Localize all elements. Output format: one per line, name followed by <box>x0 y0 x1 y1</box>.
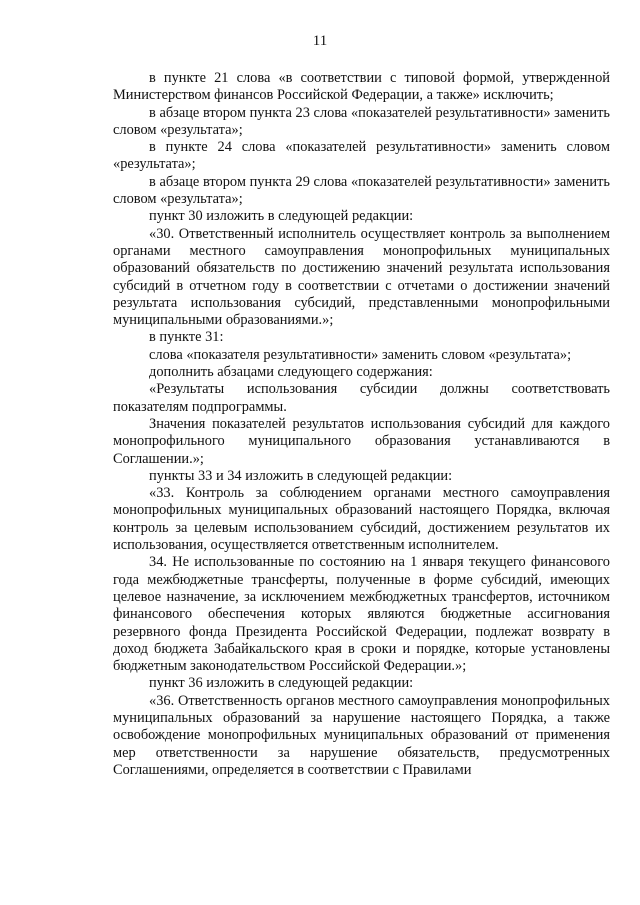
paragraph: в пункте 24 слова «показателей результативности» заменить словом «результата»; <box>113 139 610 173</box>
paragraph: дополнить абзацами следующего содержания: <box>149 364 433 381</box>
paragraph: пункт 36 изложить в следующей редакции: <box>149 675 414 692</box>
paragraph: в пункте 21 слова «в соответствии с типовой формой, утвержденной Министерством финансов Российской Федерации, а также» исключить; <box>113 70 610 104</box>
paragraph: в пункте 31: <box>149 329 224 346</box>
paragraph: пункты 33 и 34 изложить в следующей редакции: <box>149 467 453 484</box>
paragraph: «Результаты использования субсидии должны соответствовать показателям подпрограммы. <box>113 381 610 415</box>
page-number: 11 <box>312 33 328 49</box>
paragraph: пункт 30 изложить в следующей редакции: <box>149 208 414 225</box>
paragraph: «33. Контроль за соблюдением органами местного самоуправления монопрофильных муниципальных образований настоящего Порядка, включая контроль за целевым использованием субсидий, достижением результатов их использования, осуществляется ответственным исполнителем. <box>113 485 610 554</box>
paragraph: 34. Не использованные по состоянию на 1 января текущего финансового года межбюджетные трансферты, полученные в форме субсидий, имеющих целевое назначение, за исключением межбюджетных трансфертов, источником финансового обеспечения которых являются бюджетные ассигнования резервного фонда Президента Российской Федерации, подлежат возврату в доход бюджета Забайкальского края в сроки и порядке, которые установлены бюджетным законодательством Российской Федерации.»; <box>113 554 610 675</box>
paragraph: «36. Ответственность органов местного самоуправления монопрофильных муниципальных образований за нарушение настоящего Порядка, а также освобождение монопрофильных муниципальных образований от применения мер ответственности за нарушение обязательств, предусмотренных Соглашениями, определяется в соответствии с Правилами <box>113 692 610 778</box>
paragraph: в абзаце втором пункта 29 слова «показателей результативности» заменить словом «результата»; <box>113 173 610 208</box>
paragraph: в абзаце втором пункта 23 слова «показателей результативности» заменить словом «результата»; <box>113 104 610 138</box>
document-body <box>113 70 610 779</box>
paragraph: «30. Ответственный исполнитель осуществляет контроль за выполнением органами местного самоуправления монопрофильных муниципальных образований обязательств по достижению значений результата использования субсидий в отчетном году в соответствии с отчетами о достижении значений результата использования субсидий, представленными монопрофильными муниципальными образованиями.»; <box>113 225 610 329</box>
paragraph: слова «показателя результативности» заменить словом «результата»; <box>149 346 572 363</box>
paragraph: Значения показателей результатов использования субсидий для каждого монопрофильного муниципального образования устанавливаются в Соглашении.»; <box>113 415 610 467</box>
